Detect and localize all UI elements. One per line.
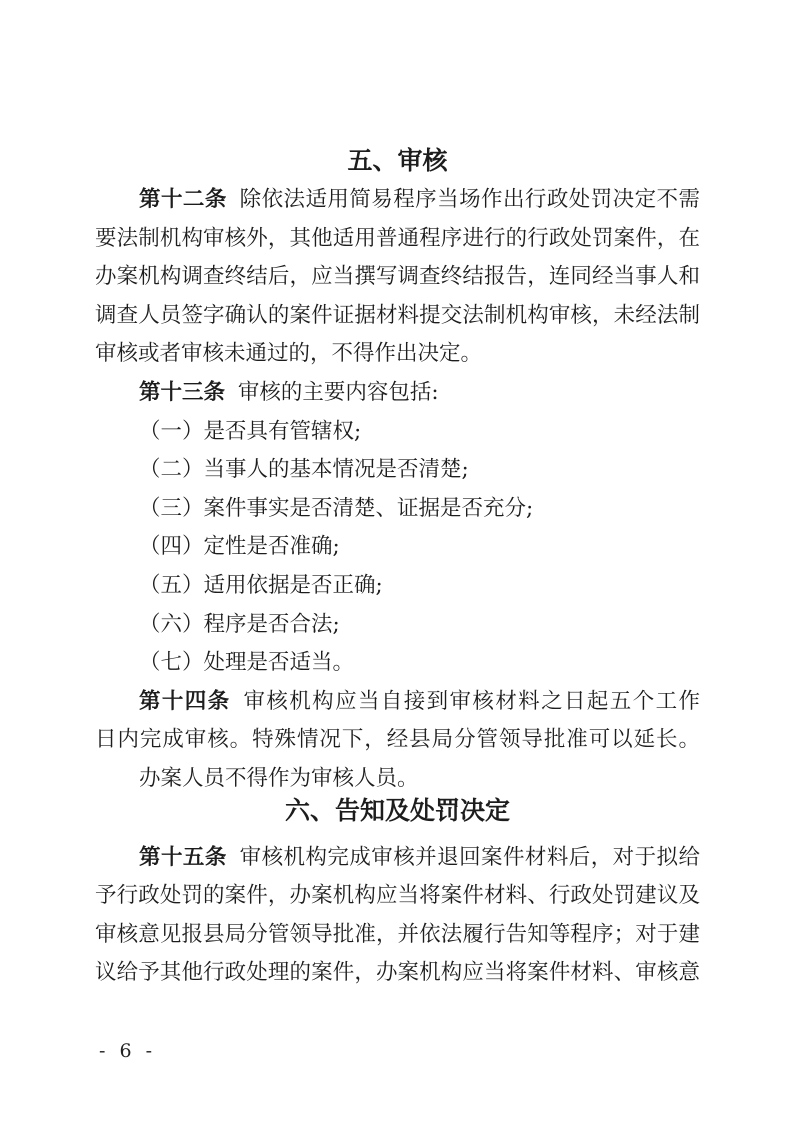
- article-12-line-2-text: 要法制机构审核外，其他适用普通程序进行的行政处罚案件，在: [95, 225, 700, 251]
- review-item-4-text: （四）定性是否准确;: [139, 534, 340, 560]
- review-item-6: [95, 606, 700, 645]
- article-12-line-5: [95, 335, 700, 374]
- review-item-7-text: （七）处理是否适当。: [139, 650, 355, 676]
- article-13-intro-line: [95, 374, 700, 413]
- article-15-number: 第十五条: [139, 844, 227, 870]
- article-13-number: 第十三条: [139, 379, 226, 405]
- review-item-3: [95, 490, 700, 529]
- article-14-number: 第十四条: [139, 688, 231, 714]
- article-14-line-1: [95, 683, 700, 722]
- section-5-heading: 五、审核: [347, 146, 448, 175]
- article-15-line-1: [95, 839, 700, 878]
- article-15-line-1-text: 审核机构完成审核并退回案件材料后，对于拟给: [239, 844, 700, 870]
- review-item-5-text: （五）适用依据是否正确;: [139, 572, 383, 598]
- article-15-line-2: [95, 877, 700, 916]
- article-12-line-5-text: 审核或者审核未通过的，不得作出决定。: [95, 341, 483, 367]
- article-12-line-1: [95, 181, 700, 220]
- review-item-2: [95, 451, 700, 490]
- article-12-line-3: [95, 258, 700, 297]
- article-12-number: 第十二条: [139, 187, 227, 212]
- article-14-line-3-text: 办案人员不得作为审核人员。: [139, 765, 419, 791]
- article-15-line-4-text: 议给予其他行政处理的案件，办案机构应当将案件材料、审核意: [95, 960, 700, 986]
- review-item-5: [95, 567, 700, 606]
- article-14-line-1-text: 审核机构应当自接到审核材料之日起五个工作: [243, 688, 700, 714]
- article-15-line-2-text: 予行政处罚的案件，办案机构应当将案件材料、行政处罚建议及: [95, 883, 700, 909]
- article-14-line-2-text: 日内完成审核。特殊情况下，经县局分管领导批准可以延长。: [95, 727, 700, 753]
- article-12-line-1-text: 除依法适用简易程序当场作出行政处罚决定不需: [239, 187, 700, 212]
- page-number: - 6 -: [99, 1040, 157, 1062]
- review-item-4: [95, 528, 700, 567]
- review-item-7: [95, 644, 700, 683]
- review-item-1: [95, 413, 700, 452]
- article-12-line-3-text: 办案机构调查终结后，应当撰写调查终结报告，连同经当事人和: [95, 264, 700, 290]
- review-item-1-text: （一）是否具有管辖权;: [139, 418, 362, 444]
- article-15-line-4: [95, 954, 700, 993]
- article-14-line-2: [95, 721, 700, 760]
- review-item-2-text: （二）当事人的基本情况是否清楚;: [139, 457, 469, 483]
- article-12-line-4-text: 调查人员签字确认的案件证据材料提交法制机构审核，未经法制: [95, 302, 700, 328]
- article-15-line-3-text: 审核意见报县局分管领导批准，并依法履行告知等程序；对于建: [95, 921, 700, 947]
- review-item-3-text: （三）案件事实是否清楚、证据是否充分;: [139, 495, 534, 521]
- article-13-intro-text: 审核的主要内容包括:: [237, 379, 439, 405]
- article-15-line-3: [95, 916, 700, 955]
- review-item-6-text: （六）程序是否合法;: [139, 611, 340, 637]
- section-6-heading: 六、告知及处罚决定: [284, 795, 510, 825]
- article-12-line-2: [95, 220, 700, 259]
- article-12-line-4: [95, 297, 700, 336]
